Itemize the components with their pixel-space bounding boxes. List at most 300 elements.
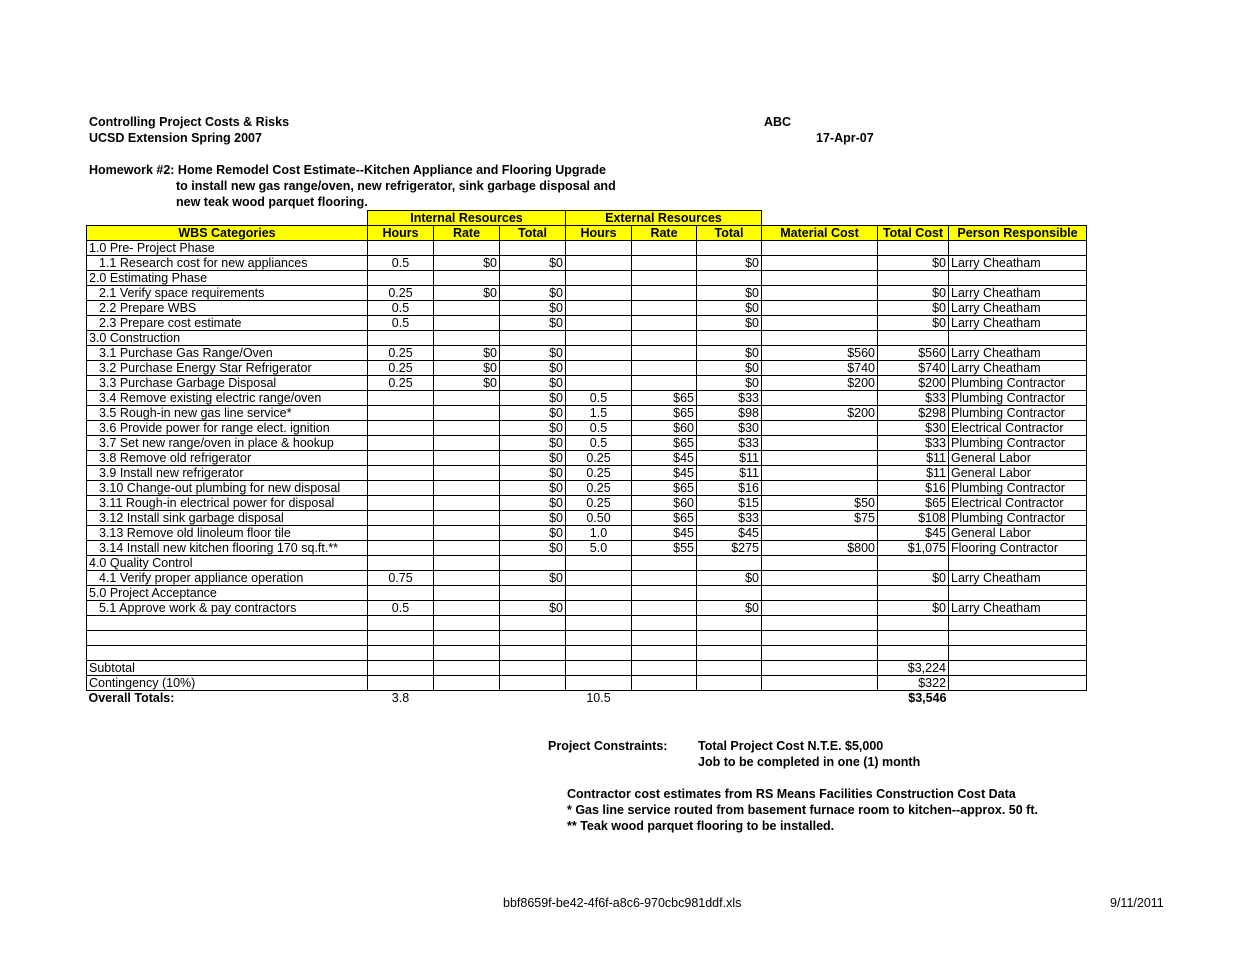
- internal-total-cell: [500, 331, 566, 346]
- table-row: [87, 601, 1087, 616]
- material-cost-cell: [762, 316, 878, 331]
- external-hours-cell: 0.5: [566, 436, 632, 451]
- wbs-category-cell: 3.8 Remove old refrigerator: [87, 451, 368, 466]
- table-row: [87, 496, 1087, 511]
- wbs-category-cell: 3.14 Install new kitchen flooring 170 sq.ft.**: [87, 541, 368, 556]
- total-cost-cell: $322: [878, 676, 949, 691]
- person-responsible-cell: Electrical Contractor: [949, 421, 1087, 436]
- footnote-flooring: ** Teak wood parquet flooring to be installed.: [567, 819, 835, 833]
- external-hours-cell: [566, 616, 632, 631]
- external-hours-cell: [566, 631, 632, 646]
- overall-totals-row: [87, 691, 1087, 706]
- person-responsible-cell: Larry Cheatham: [949, 601, 1087, 616]
- external-total-cell: $16: [697, 481, 762, 496]
- internal-hours-cell: [368, 466, 434, 481]
- person-responsible-cell: [949, 331, 1087, 346]
- person-responsible-cell: Plumbing Contractor: [949, 511, 1087, 526]
- table-row: [87, 481, 1087, 496]
- person-responsible-cell: [949, 616, 1087, 631]
- external-hours-cell: 0.50: [566, 511, 632, 526]
- internal-total-cell: [500, 616, 566, 631]
- internal-total-cell: $0: [500, 526, 566, 541]
- external-hours-cell: 5.0: [566, 541, 632, 556]
- table-row: [87, 346, 1087, 361]
- table-row: [87, 316, 1087, 331]
- internal-hours-cell: [368, 541, 434, 556]
- external-hours-total: 10.5: [586, 691, 611, 705]
- wbs-category-cell: 2.2 Prepare WBS: [87, 301, 368, 316]
- internal-rate-cell: [434, 586, 500, 601]
- material-cost-cell: $560: [762, 346, 878, 361]
- external-total-cell: [697, 241, 762, 256]
- person-responsible-cell: General Labor: [949, 526, 1087, 541]
- internal-hours-cell: [368, 331, 434, 346]
- table-row: [87, 451, 1087, 466]
- external-total-cell: $15: [697, 496, 762, 511]
- external-total-cell: [697, 646, 762, 661]
- internal-rate-cell: [434, 676, 500, 691]
- internal-hours-cell: [368, 556, 434, 571]
- material-cost-cell: [762, 661, 878, 676]
- table-row: [87, 616, 1087, 631]
- total-cost-cell: [878, 331, 949, 346]
- internal-rate-cell: [434, 571, 500, 586]
- external-rate-header: Rate: [632, 226, 697, 241]
- internal-rate-cell: [434, 406, 500, 421]
- internal-rate-cell: [434, 271, 500, 286]
- internal-total-cell: $0: [500, 376, 566, 391]
- internal-rate-header: Rate: [434, 226, 500, 241]
- source-note: Contractor cost estimates from RS Means Facilities Construction Cost Data: [567, 787, 1016, 801]
- external-rate-cell: [632, 556, 697, 571]
- internal-rate-cell: $0: [434, 376, 500, 391]
- internal-total-cell: $0: [500, 391, 566, 406]
- wbs-category-cell: 5.0 Project Acceptance: [87, 586, 368, 601]
- internal-hours-cell: 0.25: [368, 286, 434, 301]
- internal-rate-cell: [434, 451, 500, 466]
- internal-hours-cell: [368, 616, 434, 631]
- external-rate-cell: $65: [632, 406, 697, 421]
- internal-rate-cell: [434, 511, 500, 526]
- total-cost-cell: [878, 586, 949, 601]
- wbs-category-cell: 3.5 Rough-in new gas line service*: [87, 406, 368, 421]
- person-responsible-cell: General Labor: [949, 451, 1087, 466]
- external-total-cell: $11: [697, 466, 762, 481]
- external-total-cell: $275: [697, 541, 762, 556]
- table-row: [87, 271, 1087, 286]
- person-responsible-cell: Plumbing Contractor: [949, 406, 1087, 421]
- external-hours-cell: 0.5: [566, 421, 632, 436]
- total-cost-cell: $45: [878, 526, 949, 541]
- internal-hours-cell: 0.5: [368, 256, 434, 271]
- table-row: [87, 586, 1087, 601]
- internal-total-cell: $0: [500, 301, 566, 316]
- table-row: [87, 631, 1087, 646]
- wbs-category-cell: 3.1 Purchase Gas Range/Oven: [87, 346, 368, 361]
- person-responsible-header: Person Responsible: [949, 226, 1087, 241]
- internal-total-header: Total: [500, 226, 566, 241]
- external-rate-cell: [632, 241, 697, 256]
- external-total-cell: $0: [697, 571, 762, 586]
- person-responsible-cell: [949, 241, 1087, 256]
- internal-hours-cell: [368, 271, 434, 286]
- internal-rate-cell: [434, 541, 500, 556]
- total-cost-cell: $11: [878, 466, 949, 481]
- external-hours-cell: [566, 376, 632, 391]
- course-term: UCSD Extension Spring 2007: [89, 131, 262, 145]
- material-cost-cell: [762, 391, 878, 406]
- material-cost-cell: $50: [762, 496, 878, 511]
- table-row: [87, 361, 1087, 376]
- person-responsible-cell: [949, 556, 1087, 571]
- total-cost-cell: $108: [878, 511, 949, 526]
- wbs-category-cell: 4.1 Verify proper appliance operation: [87, 571, 368, 586]
- internal-rate-cell: [434, 466, 500, 481]
- material-cost-cell: [762, 631, 878, 646]
- internal-total-cell: $0: [500, 361, 566, 376]
- external-hours-cell: [566, 286, 632, 301]
- internal-hours-cell: [368, 661, 434, 676]
- internal-hours-cell: 0.5: [368, 301, 434, 316]
- internal-total-cell: $0: [500, 541, 566, 556]
- total-cost-cell: [878, 616, 949, 631]
- internal-rate-cell: [434, 241, 500, 256]
- constraint-cost: Total Project Cost N.T.E. $5,000: [698, 739, 884, 753]
- external-total-header: Total: [697, 226, 762, 241]
- external-total-cell: $33: [697, 391, 762, 406]
- internal-total-cell: [500, 661, 566, 676]
- table-row: [87, 436, 1087, 451]
- course-title: Controlling Project Costs & Risks: [89, 115, 290, 129]
- internal-hours-cell: [368, 241, 434, 256]
- external-hours-header: Hours: [566, 226, 632, 241]
- material-cost-cell: [762, 436, 878, 451]
- external-total-cell: $11: [697, 451, 762, 466]
- person-responsible-cell: Larry Cheatham: [949, 256, 1087, 271]
- external-hours-cell: [566, 571, 632, 586]
- total-cost-header: Total Cost: [878, 226, 949, 241]
- table-row: [87, 556, 1087, 571]
- internal-total-cell: [500, 586, 566, 601]
- internal-total-cell: [500, 271, 566, 286]
- material-cost-cell: [762, 451, 878, 466]
- external-total-cell: $30: [697, 421, 762, 436]
- wbs-category-cell: 2.3 Prepare cost estimate: [87, 316, 368, 331]
- internal-rate-cell: [434, 526, 500, 541]
- external-rate-cell: [632, 571, 697, 586]
- external-total-cell: $98: [697, 406, 762, 421]
- external-rate-cell: $60: [632, 421, 697, 436]
- external-resources-header: External Resources: [566, 211, 762, 226]
- internal-rate-cell: [434, 496, 500, 511]
- external-rate-cell: $45: [632, 466, 697, 481]
- table-row: [87, 526, 1087, 541]
- person-responsible-cell: [949, 676, 1087, 691]
- wbs-category-cell: [87, 646, 368, 661]
- internal-rate-cell: [434, 436, 500, 451]
- external-total-cell: [697, 331, 762, 346]
- internal-rate-cell: [434, 556, 500, 571]
- person-responsible-cell: Plumbing Contractor: [949, 481, 1087, 496]
- total-cost-cell: $0: [878, 571, 949, 586]
- material-cost-cell: [762, 646, 878, 661]
- material-cost-cell: $75: [762, 511, 878, 526]
- internal-total-cell: [500, 676, 566, 691]
- material-cost-cell: [762, 271, 878, 286]
- external-total-cell: $0: [697, 256, 762, 271]
- footer-date: 9/11/2011: [1110, 896, 1164, 910]
- material-cost-cell: [762, 571, 878, 586]
- external-hours-cell: [566, 661, 632, 676]
- external-rate-cell: [632, 646, 697, 661]
- total-cost-cell: [878, 631, 949, 646]
- material-cost-cell: [762, 331, 878, 346]
- internal-total-cell: $0: [500, 571, 566, 586]
- wbs-category-cell: 3.13 Remove old linoleum floor tile: [87, 526, 368, 541]
- internal-total-cell: $0: [500, 406, 566, 421]
- person-responsible-cell: General Labor: [949, 466, 1087, 481]
- person-responsible-cell: Plumbing Contractor: [949, 376, 1087, 391]
- material-cost-cell: [762, 466, 878, 481]
- cost-estimate-table: [86, 210, 1087, 705]
- wbs-category-cell: 3.0 Construction: [87, 331, 368, 346]
- external-hours-cell: 0.25: [566, 466, 632, 481]
- wbs-category-cell: 1.1 Research cost for new appliances: [87, 256, 368, 271]
- external-rate-cell: [632, 316, 697, 331]
- internal-total-cell: $0: [500, 421, 566, 436]
- company-name: ABC: [764, 115, 792, 129]
- external-hours-cell: 0.5: [566, 391, 632, 406]
- external-total-cell: $45: [697, 526, 762, 541]
- internal-rate-cell: [434, 301, 500, 316]
- material-cost-cell: [762, 256, 878, 271]
- table-row: [87, 571, 1087, 586]
- external-hours-cell: [566, 361, 632, 376]
- table-row: [87, 301, 1087, 316]
- total-cost-cell: $0: [878, 286, 949, 301]
- table-row: [87, 376, 1087, 391]
- internal-total-cell: [500, 241, 566, 256]
- external-total-cell: $0: [697, 376, 762, 391]
- wbs-category-cell: 3.4 Remove existing electric range/oven: [87, 391, 368, 406]
- external-total-cell: $0: [697, 601, 762, 616]
- external-total-cell: [697, 616, 762, 631]
- external-total-cell: $33: [697, 511, 762, 526]
- total-cost-cell: $33: [878, 436, 949, 451]
- total-cost-cell: $11: [878, 451, 949, 466]
- person-responsible-cell: Larry Cheatham: [949, 346, 1087, 361]
- internal-total-cell: $0: [500, 316, 566, 331]
- wbs-category-cell: 3.3 Purchase Garbage Disposal: [87, 376, 368, 391]
- external-rate-cell: $45: [632, 526, 697, 541]
- column-header-row: [87, 226, 1087, 241]
- homework-line-3: new teak wood parquet flooring.: [176, 195, 368, 209]
- internal-hours-cell: 0.5: [368, 316, 434, 331]
- external-rate-cell: [632, 346, 697, 361]
- external-total-cell: $0: [697, 316, 762, 331]
- external-total-cell: $0: [697, 361, 762, 376]
- internal-total-cell: [500, 631, 566, 646]
- wbs-category-cell: 2.1 Verify space requirements: [87, 286, 368, 301]
- wbs-category-cell: 5.1 Approve work & pay contractors: [87, 601, 368, 616]
- footer-filename: bbf8659f-be42-4f6f-a8c6-970cbc981ddf.xls: [503, 896, 742, 910]
- document-date: 17-Apr-07: [816, 131, 874, 145]
- table-row: [87, 646, 1087, 661]
- internal-total-cell: $0: [500, 451, 566, 466]
- internal-resources-header: Internal Resources: [368, 211, 566, 226]
- external-hours-cell: [566, 316, 632, 331]
- internal-hours-header: Hours: [368, 226, 434, 241]
- person-responsible-cell: [949, 271, 1087, 286]
- material-cost-cell: $200: [762, 406, 878, 421]
- group-header-row: [87, 211, 1087, 226]
- constraint-time: Job to be completed in one (1) month: [698, 755, 921, 769]
- external-rate-cell: $65: [632, 391, 697, 406]
- internal-total-cell: $0: [500, 286, 566, 301]
- external-total-cell: [697, 271, 762, 286]
- total-cost-cell: $740: [878, 361, 949, 376]
- footnote-gas-line: * Gas line service routed from basement furnace room to kitchen--approx. 50 ft.: [567, 803, 1038, 817]
- table-row: [87, 256, 1087, 271]
- internal-hours-cell: [368, 496, 434, 511]
- external-rate-cell: [632, 331, 697, 346]
- external-total-cell: $0: [697, 286, 762, 301]
- internal-hours-cell: [368, 391, 434, 406]
- person-responsible-cell: Larry Cheatham: [949, 571, 1087, 586]
- wbs-category-cell: Contingency (10%): [87, 676, 368, 691]
- internal-total-cell: [500, 646, 566, 661]
- internal-rate-cell: [434, 646, 500, 661]
- internal-hours-cell: [368, 676, 434, 691]
- material-cost-cell: [762, 301, 878, 316]
- internal-hours-cell: [368, 526, 434, 541]
- external-rate-cell: [632, 586, 697, 601]
- constraints-label: Project Constraints:: [548, 739, 668, 753]
- internal-rate-cell: [434, 331, 500, 346]
- material-cost-cell: [762, 286, 878, 301]
- external-total-cell: [697, 661, 762, 676]
- total-cost-cell: $0: [878, 316, 949, 331]
- wbs-category-cell: 3.9 Install new refrigerator: [87, 466, 368, 481]
- internal-rate-cell: $0: [434, 361, 500, 376]
- external-hours-cell: 1.5: [566, 406, 632, 421]
- internal-total-cell: $0: [500, 601, 566, 616]
- wbs-category-cell: 3.12 Install sink garbage disposal: [87, 511, 368, 526]
- internal-rate-cell: [434, 661, 500, 676]
- internal-hours-cell: 0.5: [368, 601, 434, 616]
- total-cost-cell: [878, 241, 949, 256]
- table-row: [87, 466, 1087, 481]
- wbs-category-cell: 4.0 Quality Control: [87, 556, 368, 571]
- internal-hours-cell: [368, 646, 434, 661]
- material-cost-cell: [762, 481, 878, 496]
- internal-rate-cell: [434, 391, 500, 406]
- external-total-cell: [697, 676, 762, 691]
- external-hours-cell: [566, 301, 632, 316]
- internal-total-cell: $0: [500, 511, 566, 526]
- internal-hours-cell: 0.75: [368, 571, 434, 586]
- external-hours-cell: [566, 256, 632, 271]
- total-cost-cell: $16: [878, 481, 949, 496]
- external-hours-cell: [566, 271, 632, 286]
- material-cost-cell: [762, 526, 878, 541]
- external-rate-cell: $65: [632, 481, 697, 496]
- total-cost-cell: $560: [878, 346, 949, 361]
- person-responsible-cell: Flooring Contractor: [949, 541, 1087, 556]
- total-cost-cell: $0: [878, 301, 949, 316]
- external-total-cell: $0: [697, 346, 762, 361]
- material-cost-cell: [762, 676, 878, 691]
- internal-total-cell: $0: [500, 466, 566, 481]
- internal-hours-cell: [368, 406, 434, 421]
- person-responsible-cell: Plumbing Contractor: [949, 391, 1087, 406]
- person-responsible-cell: Larry Cheatham: [949, 286, 1087, 301]
- total-cost-cell: $65: [878, 496, 949, 511]
- table-row: [87, 661, 1087, 676]
- person-responsible-cell: [949, 586, 1087, 601]
- external-hours-cell: [566, 601, 632, 616]
- wbs-category-header: WBS Categories: [87, 226, 368, 241]
- internal-rate-cell: [434, 631, 500, 646]
- internal-hours-cell: 0.25: [368, 346, 434, 361]
- total-cost-cell: $0: [878, 256, 949, 271]
- external-hours-cell: [566, 556, 632, 571]
- table-row: [87, 286, 1087, 301]
- internal-hours-cell: [368, 481, 434, 496]
- wbs-category-cell: 3.11 Rough-in electrical power for disposal: [87, 496, 368, 511]
- internal-total-cell: $0: [500, 496, 566, 511]
- internal-total-cell: $0: [500, 481, 566, 496]
- external-hours-cell: [566, 241, 632, 256]
- external-total-cell: $0: [697, 301, 762, 316]
- person-responsible-cell: [949, 661, 1087, 676]
- wbs-category-cell: [87, 616, 368, 631]
- internal-rate-cell: [434, 481, 500, 496]
- external-rate-cell: [632, 631, 697, 646]
- external-hours-cell: [566, 646, 632, 661]
- external-rate-cell: [632, 271, 697, 286]
- total-cost-cell: $33: [878, 391, 949, 406]
- table-row: [87, 511, 1087, 526]
- external-hours-cell: 0.25: [566, 451, 632, 466]
- internal-hours-cell: [368, 511, 434, 526]
- wbs-category-cell: 3.10 Change-out plumbing for new disposal: [87, 481, 368, 496]
- homework-line-2: to install new gas range/oven, new refrigerator, sink garbage disposal and: [176, 179, 616, 193]
- table-row: [87, 241, 1087, 256]
- wbs-category-cell: 2.0 Estimating Phase: [87, 271, 368, 286]
- external-hours-cell: [566, 586, 632, 601]
- total-cost-cell: $0: [878, 601, 949, 616]
- wbs-category-cell: 3.2 Purchase Energy Star Refrigerator: [87, 361, 368, 376]
- wbs-category-cell: 3.7 Set new range/oven in place & hookup: [87, 436, 368, 451]
- material-cost-cell: [762, 241, 878, 256]
- internal-rate-cell: [434, 316, 500, 331]
- internal-hours-cell: [368, 421, 434, 436]
- total-cost-cell: $298: [878, 406, 949, 421]
- material-cost-cell: $800: [762, 541, 878, 556]
- external-hours-cell: 0.25: [566, 496, 632, 511]
- external-hours-cell: [566, 331, 632, 346]
- table-row: [87, 331, 1087, 346]
- external-rate-cell: $60: [632, 496, 697, 511]
- wbs-category-cell: [87, 631, 368, 646]
- person-responsible-cell: Electrical Contractor: [949, 496, 1087, 511]
- total-cost-cell: $30: [878, 421, 949, 436]
- external-rate-cell: [632, 376, 697, 391]
- table-row: [87, 541, 1087, 556]
- person-responsible-cell: Plumbing Contractor: [949, 436, 1087, 451]
- material-cost-cell: [762, 556, 878, 571]
